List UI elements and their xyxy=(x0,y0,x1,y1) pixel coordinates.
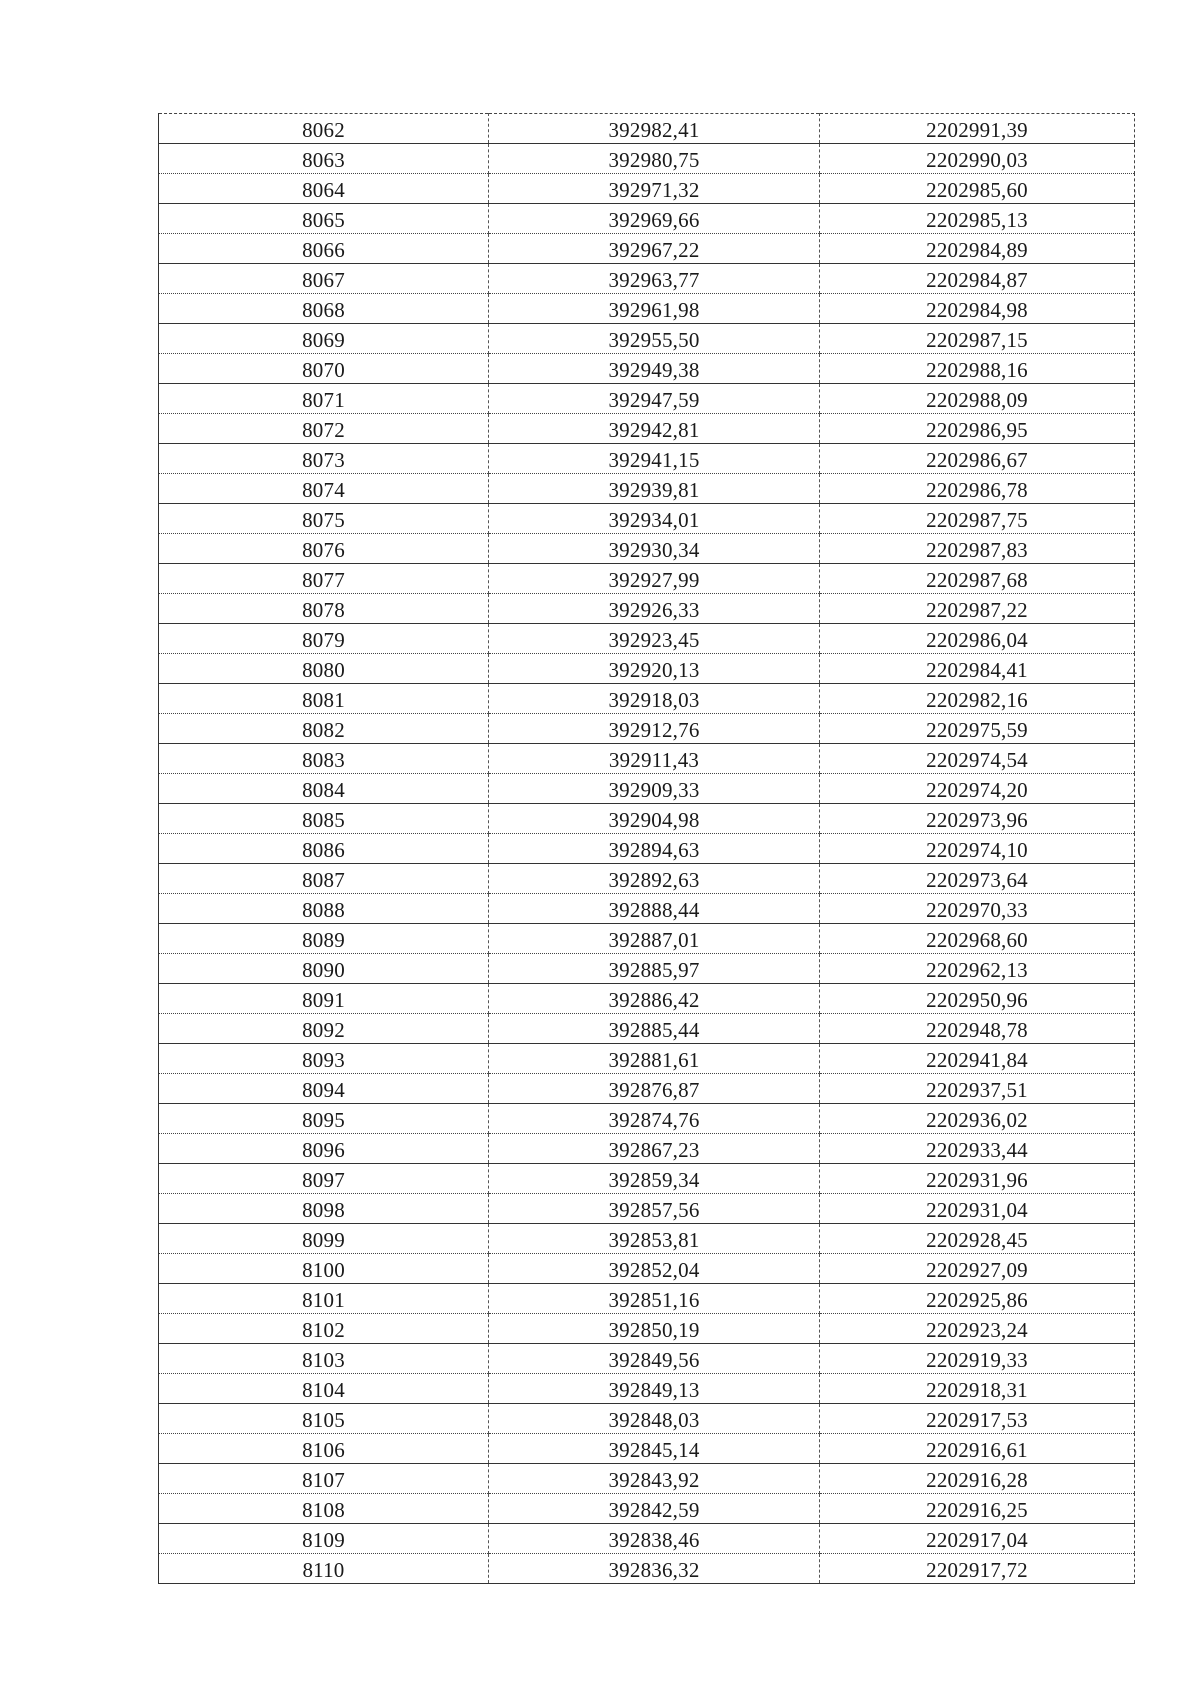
point-number-cell: 8075 xyxy=(159,504,489,534)
point-number-cell: 8062 xyxy=(159,114,489,144)
x-coordinate-cell: 392867,23 xyxy=(489,1134,820,1164)
point-number-cell: 8080 xyxy=(159,654,489,684)
x-coordinate-cell: 392923,45 xyxy=(489,624,820,654)
coordinates-table-body xyxy=(159,114,1135,1584)
x-coordinate-cell: 392949,38 xyxy=(489,354,820,384)
x-coordinate-cell: 392887,01 xyxy=(489,924,820,954)
y-coordinate-cell: 2202974,54 xyxy=(820,744,1135,774)
table-row xyxy=(159,1554,1135,1584)
y-coordinate-cell: 2202925,86 xyxy=(820,1284,1135,1314)
table-row xyxy=(159,1284,1135,1314)
point-number-cell: 8064 xyxy=(159,174,489,204)
table-row xyxy=(159,414,1135,444)
y-coordinate-cell: 2202948,78 xyxy=(820,1014,1135,1044)
point-number-cell: 8103 xyxy=(159,1344,489,1374)
point-number-cell: 8073 xyxy=(159,444,489,474)
x-coordinate-cell: 392963,77 xyxy=(489,264,820,294)
point-number-cell: 8066 xyxy=(159,234,489,264)
table-row xyxy=(159,684,1135,714)
table-row xyxy=(159,1014,1135,1044)
x-coordinate-cell: 392850,19 xyxy=(489,1314,820,1344)
x-coordinate-cell: 392845,14 xyxy=(489,1434,820,1464)
point-number-cell: 8081 xyxy=(159,684,489,714)
table-row xyxy=(159,264,1135,294)
y-coordinate-cell: 2202917,04 xyxy=(820,1524,1135,1554)
y-coordinate-cell: 2202986,78 xyxy=(820,474,1135,504)
y-coordinate-cell: 2202984,41 xyxy=(820,654,1135,684)
point-number-cell: 8097 xyxy=(159,1164,489,1194)
point-number-cell: 8109 xyxy=(159,1524,489,1554)
table-row xyxy=(159,504,1135,534)
point-number-cell: 8077 xyxy=(159,564,489,594)
table-row xyxy=(159,1344,1135,1374)
table-row xyxy=(159,954,1135,984)
y-coordinate-cell: 2202990,03 xyxy=(820,144,1135,174)
point-number-cell: 8096 xyxy=(159,1134,489,1164)
x-coordinate-cell: 392894,63 xyxy=(489,834,820,864)
table-row xyxy=(159,1464,1135,1494)
table-row xyxy=(159,894,1135,924)
table-row xyxy=(159,384,1135,414)
y-coordinate-cell: 2202975,59 xyxy=(820,714,1135,744)
y-coordinate-cell: 2202916,25 xyxy=(820,1494,1135,1524)
table-row xyxy=(159,1434,1135,1464)
x-coordinate-cell: 392930,34 xyxy=(489,534,820,564)
x-coordinate-cell: 392838,46 xyxy=(489,1524,820,1554)
y-coordinate-cell: 2202987,15 xyxy=(820,324,1135,354)
y-coordinate-cell: 2202919,33 xyxy=(820,1344,1135,1374)
x-coordinate-cell: 392912,76 xyxy=(489,714,820,744)
y-coordinate-cell: 2202968,60 xyxy=(820,924,1135,954)
point-number-cell: 8069 xyxy=(159,324,489,354)
y-coordinate-cell: 2202923,24 xyxy=(820,1314,1135,1344)
y-coordinate-cell: 2202931,96 xyxy=(820,1164,1135,1194)
point-number-cell: 8068 xyxy=(159,294,489,324)
x-coordinate-cell: 392909,33 xyxy=(489,774,820,804)
table-row xyxy=(159,654,1135,684)
point-number-cell: 8067 xyxy=(159,264,489,294)
table-row xyxy=(159,1164,1135,1194)
table-row xyxy=(159,1524,1135,1554)
y-coordinate-cell: 2202988,16 xyxy=(820,354,1135,384)
point-number-cell: 8079 xyxy=(159,624,489,654)
table-row xyxy=(159,1104,1135,1134)
table-row xyxy=(159,114,1135,144)
y-coordinate-cell: 2202986,67 xyxy=(820,444,1135,474)
x-coordinate-cell: 392859,34 xyxy=(489,1164,820,1194)
table-row xyxy=(159,534,1135,564)
x-coordinate-cell: 392892,63 xyxy=(489,864,820,894)
point-number-cell: 8100 xyxy=(159,1254,489,1284)
point-number-cell: 8098 xyxy=(159,1194,489,1224)
point-number-cell: 8099 xyxy=(159,1224,489,1254)
x-coordinate-cell: 392942,81 xyxy=(489,414,820,444)
y-coordinate-cell: 2202928,45 xyxy=(820,1224,1135,1254)
table-row xyxy=(159,804,1135,834)
point-number-cell: 8070 xyxy=(159,354,489,384)
table-row xyxy=(159,1404,1135,1434)
y-coordinate-cell: 2202933,44 xyxy=(820,1134,1135,1164)
point-number-cell: 8072 xyxy=(159,414,489,444)
y-coordinate-cell: 2202917,72 xyxy=(820,1554,1135,1584)
y-coordinate-cell: 2202984,89 xyxy=(820,234,1135,264)
y-coordinate-cell: 2202931,04 xyxy=(820,1194,1135,1224)
point-number-cell: 8063 xyxy=(159,144,489,174)
point-number-cell: 8102 xyxy=(159,1314,489,1344)
table-row xyxy=(159,354,1135,384)
point-number-cell: 8107 xyxy=(159,1464,489,1494)
x-coordinate-cell: 392857,56 xyxy=(489,1194,820,1224)
x-coordinate-cell: 392920,13 xyxy=(489,654,820,684)
point-number-cell: 8091 xyxy=(159,984,489,1014)
x-coordinate-cell: 392955,50 xyxy=(489,324,820,354)
x-coordinate-cell: 392843,92 xyxy=(489,1464,820,1494)
point-number-cell: 8088 xyxy=(159,894,489,924)
point-number-cell: 8065 xyxy=(159,204,489,234)
x-coordinate-cell: 392911,43 xyxy=(489,744,820,774)
y-coordinate-cell: 2202984,98 xyxy=(820,294,1135,324)
x-coordinate-cell: 392886,42 xyxy=(489,984,820,1014)
x-coordinate-cell: 392851,16 xyxy=(489,1284,820,1314)
y-coordinate-cell: 2202950,96 xyxy=(820,984,1135,1014)
x-coordinate-cell: 392888,44 xyxy=(489,894,820,924)
x-coordinate-cell: 392885,97 xyxy=(489,954,820,984)
table-row xyxy=(159,1314,1135,1344)
y-coordinate-cell: 2202927,09 xyxy=(820,1254,1135,1284)
point-number-cell: 8074 xyxy=(159,474,489,504)
y-coordinate-cell: 2202982,16 xyxy=(820,684,1135,714)
x-coordinate-cell: 392947,59 xyxy=(489,384,820,414)
point-number-cell: 8084 xyxy=(159,774,489,804)
x-coordinate-cell: 392939,81 xyxy=(489,474,820,504)
y-coordinate-cell: 2202962,13 xyxy=(820,954,1135,984)
point-number-cell: 8094 xyxy=(159,1074,489,1104)
x-coordinate-cell: 392934,01 xyxy=(489,504,820,534)
table-row xyxy=(159,834,1135,864)
y-coordinate-cell: 2202916,28 xyxy=(820,1464,1135,1494)
x-coordinate-cell: 392982,41 xyxy=(489,114,820,144)
point-number-cell: 8092 xyxy=(159,1014,489,1044)
point-number-cell: 8082 xyxy=(159,714,489,744)
point-number-cell: 8071 xyxy=(159,384,489,414)
y-coordinate-cell: 2202974,20 xyxy=(820,774,1135,804)
y-coordinate-cell: 2202973,96 xyxy=(820,804,1135,834)
x-coordinate-cell: 392961,98 xyxy=(489,294,820,324)
x-coordinate-cell: 392927,99 xyxy=(489,564,820,594)
table-row xyxy=(159,924,1135,954)
x-coordinate-cell: 392941,15 xyxy=(489,444,820,474)
point-number-cell: 8110 xyxy=(302,1558,345,1582)
point-number-cell: 8093 xyxy=(159,1044,489,1074)
x-coordinate-cell: 392969,66 xyxy=(489,204,820,234)
x-coordinate-cell: 392853,81 xyxy=(489,1224,820,1254)
y-coordinate-cell: 2202985,60 xyxy=(820,174,1135,204)
table-row xyxy=(159,294,1135,324)
x-coordinate-cell: 392842,59 xyxy=(489,1494,820,1524)
x-coordinate-cell: 392836,32 xyxy=(489,1554,820,1584)
table-row xyxy=(159,1224,1135,1254)
x-coordinate-cell: 392876,87 xyxy=(489,1074,820,1104)
y-coordinate-cell: 2202916,61 xyxy=(820,1434,1135,1464)
point-number-cell: 8076 xyxy=(159,534,489,564)
table-row xyxy=(159,864,1135,894)
x-coordinate-cell: 392849,56 xyxy=(489,1344,820,1374)
y-coordinate-cell: 2202987,75 xyxy=(820,504,1135,534)
table-row xyxy=(159,774,1135,804)
y-coordinate-cell: 2202936,02 xyxy=(820,1104,1135,1134)
table-row xyxy=(159,744,1135,774)
y-coordinate-cell: 2202917,53 xyxy=(820,1404,1135,1434)
point-number-cell: 8085 xyxy=(159,804,489,834)
y-coordinate-cell: 2202941,84 xyxy=(820,1044,1135,1074)
table-row xyxy=(159,204,1135,234)
x-coordinate-cell: 392980,75 xyxy=(489,144,820,174)
point-number-cell: 8101 xyxy=(159,1284,489,1314)
y-coordinate-cell: 2202986,95 xyxy=(820,414,1135,444)
table-row xyxy=(159,1254,1135,1284)
point-number-cell: 8105 xyxy=(159,1404,489,1434)
x-coordinate-cell: 392971,32 xyxy=(489,174,820,204)
table-row xyxy=(159,594,1135,624)
point-number-cell: 8089 xyxy=(159,924,489,954)
table-row xyxy=(159,234,1135,264)
y-coordinate-cell: 2202988,09 xyxy=(820,384,1135,414)
point-number-cell: 8104 xyxy=(159,1374,489,1404)
y-coordinate-cell: 2202970,33 xyxy=(820,894,1135,924)
y-coordinate-cell: 2202984,87 xyxy=(820,264,1135,294)
table-row xyxy=(159,564,1135,594)
table-row xyxy=(159,324,1135,354)
x-coordinate-cell: 392849,13 xyxy=(489,1374,820,1404)
x-coordinate-cell: 392852,04 xyxy=(489,1254,820,1284)
y-coordinate-cell: 2202986,04 xyxy=(820,624,1135,654)
y-coordinate-cell: 2202918,31 xyxy=(820,1374,1135,1404)
table-row xyxy=(159,444,1135,474)
table-row xyxy=(159,1194,1135,1224)
point-number-cell: 8083 xyxy=(159,744,489,774)
table-row xyxy=(159,1374,1135,1404)
x-coordinate-cell: 392848,03 xyxy=(489,1404,820,1434)
point-number-cell: 8087 xyxy=(159,864,489,894)
x-coordinate-cell: 392926,33 xyxy=(489,594,820,624)
point-number-cell: 8086 xyxy=(159,834,489,864)
point-number-cell: 8106 xyxy=(159,1434,489,1464)
x-coordinate-cell: 392885,44 xyxy=(489,1014,820,1044)
x-coordinate-cell: 392967,22 xyxy=(489,234,820,264)
coordinates-table xyxy=(158,113,1135,1584)
table-row xyxy=(159,1074,1135,1104)
y-coordinate-cell: 2202987,68 xyxy=(820,564,1135,594)
point-number-cell: 8108 xyxy=(159,1494,489,1524)
table-row xyxy=(159,144,1135,174)
table-row xyxy=(159,1134,1135,1164)
y-coordinate-cell: 2202987,83 xyxy=(820,534,1135,564)
x-coordinate-cell: 392904,98 xyxy=(489,804,820,834)
table-row xyxy=(159,1494,1135,1524)
point-number-cell: 8095 xyxy=(159,1104,489,1134)
x-coordinate-cell: 392918,03 xyxy=(489,684,820,714)
table-row xyxy=(159,474,1135,504)
y-coordinate-cell: 2202987,22 xyxy=(820,594,1135,624)
point-number-cell: 8090 xyxy=(159,954,489,984)
table-row xyxy=(159,984,1135,1014)
table-row xyxy=(159,714,1135,744)
table-row xyxy=(159,1044,1135,1074)
y-coordinate-cell: 2202985,13 xyxy=(820,204,1135,234)
x-coordinate-cell: 392881,61 xyxy=(489,1044,820,1074)
y-coordinate-cell: 2202937,51 xyxy=(820,1074,1135,1104)
point-number-cell: 8078 xyxy=(159,594,489,624)
y-coordinate-cell: 2202974,10 xyxy=(820,834,1135,864)
y-coordinate-cell: 2202973,64 xyxy=(820,864,1135,894)
x-coordinate-cell: 392874,76 xyxy=(489,1104,820,1134)
table-row xyxy=(159,624,1135,654)
y-coordinate-cell: 2202991,39 xyxy=(820,114,1135,144)
table-row xyxy=(159,174,1135,204)
